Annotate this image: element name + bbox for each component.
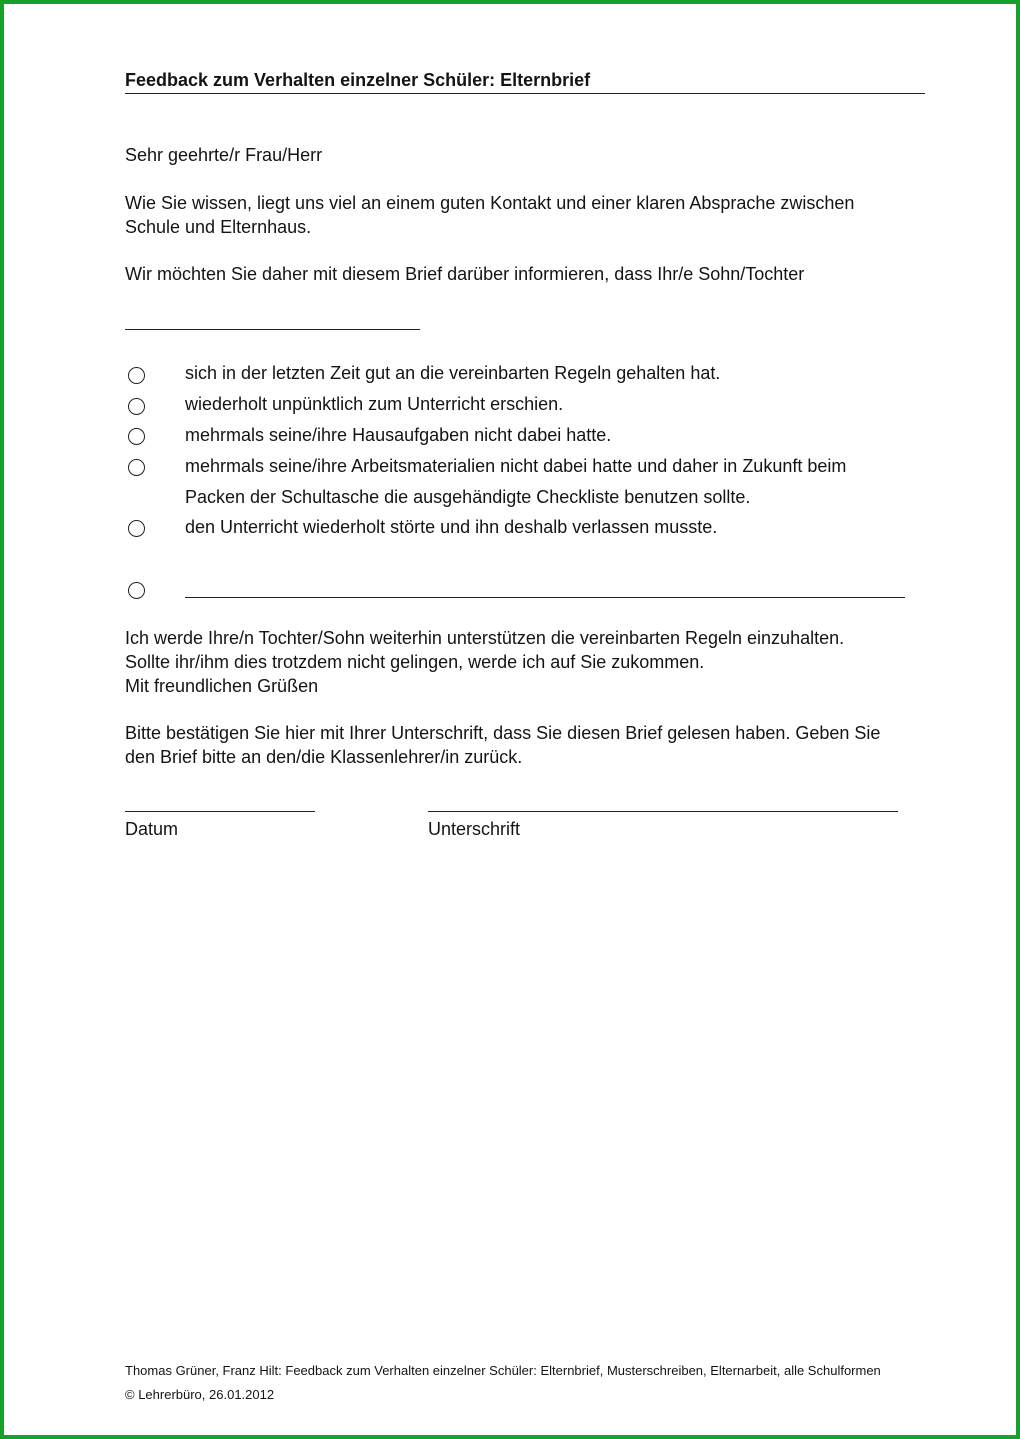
title-underline bbox=[125, 93, 925, 94]
date-line[interactable] bbox=[125, 811, 315, 812]
option-label-4-line-1: mehrmals seine/ihre Arbeitsmaterialien nicht dabei hatte und daher in Zukunft beim bbox=[185, 456, 847, 476]
option-label-5: den Unterricht wiederholt störte und ihn deshalb verlassen musste. bbox=[185, 517, 718, 537]
request-line-2: den Brief bitte an den/die Klassenlehrer/in zurück. bbox=[125, 747, 523, 767]
option-label-4-line-2: Packen der Schultasche die ausgehändigte Checkliste benutzen sollte. bbox=[185, 487, 751, 507]
paragraph-1-line-1: Wie Sie wissen, liegt uns viel an einem guten Kontakt und einer klaren Absprache zwischen bbox=[125, 193, 855, 213]
footer-source: Thomas Grüner, Franz Hilt: Feedback zum Verhalten einzelner Schüler: Elternbrief, Musterschreiben, Elternarbeit, alle Schulformen bbox=[125, 1363, 881, 1378]
closing-line-2: Sollte ihr/ihm dies trotzdem nicht gelingen, werde ich auf Sie zukommen. bbox=[125, 652, 705, 672]
student-name-field[interactable] bbox=[125, 329, 420, 330]
date-label: Datum bbox=[125, 819, 179, 839]
custom-option-field[interactable] bbox=[185, 597, 905, 598]
option-radio-5[interactable] bbox=[128, 520, 145, 537]
paragraph-2: Wir möchten Sie daher mit diesem Brief darüber informieren, dass Ihr/e Sohn/Tochter bbox=[125, 264, 805, 284]
signature-label: Unterschrift bbox=[428, 819, 521, 839]
signature-line[interactable] bbox=[428, 811, 898, 812]
option-radio-2[interactable] bbox=[128, 398, 145, 415]
request-line-1: Bitte bestätigen Sie hier mit Ihrer Unterschrift, dass Sie diesen Brief gelesen haben. Geben Sie bbox=[125, 723, 881, 743]
paragraph-1-line-2: Schule und Elternhaus. bbox=[125, 217, 312, 237]
option-radio-6[interactable] bbox=[128, 582, 145, 599]
option-radio-1[interactable] bbox=[128, 367, 145, 384]
closing-line-3: Mit freundlichen Grüßen bbox=[125, 676, 319, 696]
page-title: Feedback zum Verhalten einzelner Schüler: Elternbrief bbox=[125, 70, 591, 90]
option-label-3: mehrmals seine/ihre Hausaufgaben nicht dabei hatte. bbox=[185, 425, 612, 445]
footer-copyright: © Lehrerbüro, 26.01.2012 bbox=[125, 1387, 275, 1402]
option-label-1: sich in der letzten Zeit gut an die vereinbarten Regeln gehalten hat. bbox=[185, 363, 721, 383]
closing-line-1: Ich werde Ihre/n Tochter/Sohn weiterhin unterstützen die vereinbarten Regeln einzuhalten. bbox=[125, 628, 845, 648]
option-label-2: wiederholt unpünktlich zum Unterricht erschien. bbox=[185, 394, 564, 414]
option-radio-4[interactable] bbox=[128, 459, 145, 476]
option-radio-3[interactable] bbox=[128, 428, 145, 445]
salutation: Sehr geehrte/r Frau/Herr bbox=[125, 145, 323, 165]
